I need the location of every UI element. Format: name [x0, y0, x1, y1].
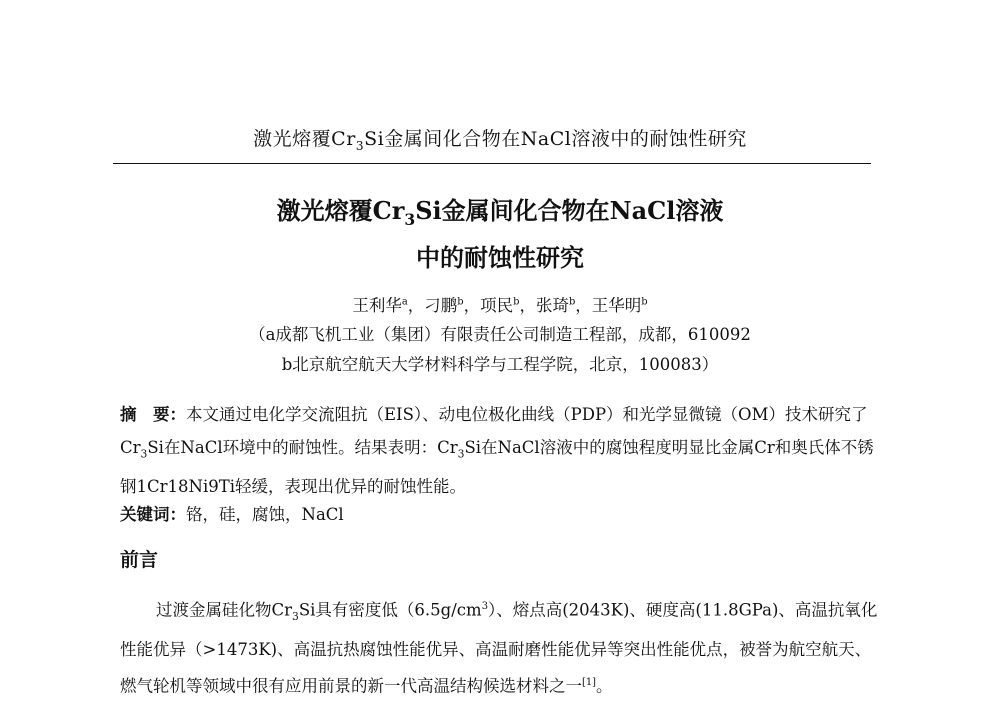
abstract-text-2: Si在NaCl环境中的耐蚀性。结果表明：Cr: [147, 438, 458, 457]
abstract-text-3: Si在NaCl溶液中的腐蚀程度明显比金属Cr和奥氏体不锈钢1Cr18Ni9Ti轻缓，表现出优异的耐蚀性能。: [120, 438, 874, 497]
keywords-text: 铬，硅，腐蚀，NaCl: [186, 505, 344, 524]
title-text-2: Si金属间化合物在NaCl溶液: [415, 196, 724, 225]
running-head-text-2: Si金属间化合物在NaCl溶液中的耐蚀性研究: [364, 128, 747, 150]
intro-text-1: 过渡金属硅化物Cr: [156, 600, 293, 620]
author-name: 王华明: [591, 296, 642, 315]
running-head-text-1: 激光熔覆Cr: [253, 128, 356, 150]
intro-subscript: 3: [292, 609, 299, 623]
abstract-subscript-2: 3: [457, 447, 465, 461]
author-separator: ，: [463, 296, 481, 315]
abstract-text-1: 本文通过电化学交流阻抗（EIS）、动电位极化曲线（PDP）和光学显微镜（OM）技术研究了Cr: [120, 405, 868, 457]
author-name: 刁鹏: [424, 296, 458, 315]
author-name: 王利华: [352, 296, 402, 315]
abstract: [120, 398, 880, 503]
intro-superscript: 3: [481, 601, 488, 612]
author-list: [0, 292, 1000, 316]
title-text-1: 激光熔覆Cr: [276, 196, 405, 225]
intro-text-2: Si具有密度低（6.5g/cm: [298, 600, 482, 620]
author-name: 张琦: [535, 296, 569, 315]
title-line-2: 中的耐蚀性研究: [416, 242, 584, 272]
paper-title: [0, 192, 1000, 277]
abstract-label: 摘 要：: [120, 405, 186, 424]
keywords-label: 关键词：: [120, 505, 186, 524]
intro-paragraph: [120, 590, 880, 702]
citation-ref: [1]: [582, 676, 596, 688]
running-head-subscript: 3: [355, 138, 365, 153]
affiliation-b: b北京航空航天大学材料科学与工程学院，北京，100083）: [281, 355, 719, 374]
title-subscript: 3: [404, 209, 416, 229]
author-separator: ，: [519, 296, 536, 315]
intro-text-3: ）、熔点高(2043K)、硬度高(11.8GPa)、高温抗氧化性能优异（>1473K)、高温抗热腐蚀性能优异、高温耐磨性能优异等突出性能优点，被誉为航空航天、燃气轮机等领域中很有应用前景的新一代高温结构候选材料之一: [120, 600, 878, 696]
title-line-1: [0, 192, 1000, 239]
author-name: 项民: [480, 296, 514, 315]
author-separator: ，: [575, 296, 592, 315]
author-mark: b: [457, 296, 464, 308]
section-heading-intro: 前言: [120, 549, 159, 571]
author-mark: b: [568, 296, 576, 308]
affiliation-a: （a成都飞机工业（集团）有限责任公司制造工程部，成都，610092: [249, 325, 751, 344]
intro-text-4: 。: [596, 676, 613, 696]
author-mark: b: [513, 296, 520, 308]
running-head: [0, 124, 1000, 153]
abstract-subscript-1: 3: [140, 447, 148, 461]
author-mark: a: [401, 296, 408, 308]
author-separator: ，: [407, 296, 425, 315]
author-mark: b: [641, 296, 648, 308]
keywords: [120, 498, 880, 531]
header-rule: [113, 163, 871, 164]
